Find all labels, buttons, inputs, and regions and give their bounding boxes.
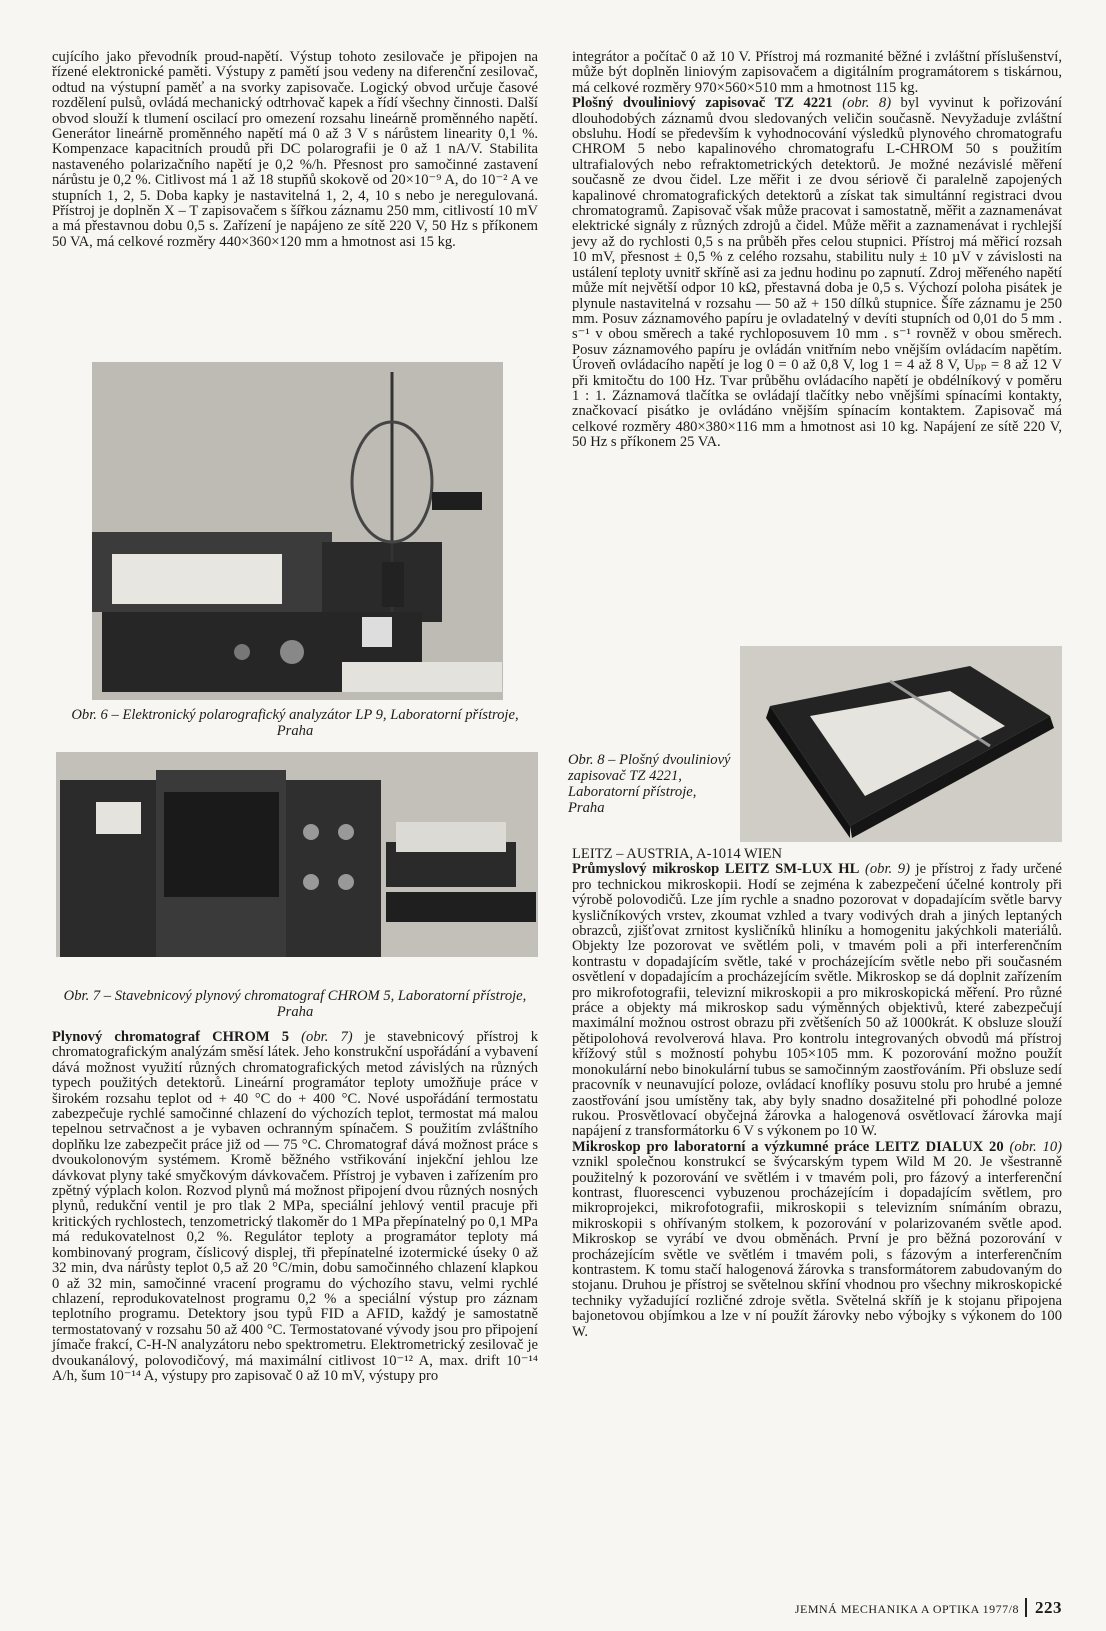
tz4221-text: byl vyvinut k pořizování dlouhodobých záznamů dvou sledovaných veličin současně. Nevyžaduje zvláštní obsluhu. Hodí se především k vyhodnocování výsledků plynového chromatografu CHROM 5 nebo kapalinového chromatografu L-CHROM 50 s použitím ultrafialových nebo refraktometrických detektorů. Je možné nezávislé měření současně ze dvou čidel. Lze měřit i ze dvou sériově či paralelně zapojených kapalinové chromatografických detektorů a získat tak simultánní registraci dvou chromatogramů. Zapisovač však může pracovat i samostatně, měřit a zaznamenávat elektrické signály z různých zdrojů a čidel. Může měřit a zaznamenávat i rychlejší jevy až do rychlosti 0,5 s na průběh přes celou stupnici. Přístroj má měřicí rozsah 10 mV, přesnost ± 0,5 % z celého rozsahu, stabilitu nuly ± 10 µV v závislosti na ustálení teploty uvnitř skříně asi za jednu hodinu po zapnutí. Zdroj měřeného napětí může mít největší odpor 10 kΩ, přestavná doba je 0,5 s. Výchozí poloha pisátek je plynule nastavitelná v rozsahu — 50 až + 150 dílků stupnice. Šíře záznamu je 250 mm. Posuv záznamového papíru je ovladatelný v devíti stupních od 0,01 do 5 mm . s⁻¹ v obou směrech a také rychloposuvem 10 mm . s⁻¹ rovněž v obou směrech. Posuv záznamového papíru je ovládán vnitřním nebo vnějším ovládacím napětím. Úroveň ovládacího napětí je log 0 = 0 až 0,8 V, log 1 = 4 až 8 V, Uₚₚ = 8 až 12 V při kmitočtu do 100 Hz. Tvar průběhu ovládacího napětí je obdélníkový v poměru 1 : 1. Záznamová tlačítka se ovládají tlačítky nebo vnějšími spínacími kontakty, značkovací pisátko je ovládáno vnějším spínacím kontaktem. Zapisovač má celkové rozměry 480×380×116 mm a hmotnost asi 10 kg. Napájení ze sítě 220 V, 50 Hz s příkonem 25 VA. [572,95,1062,451]
right-column-bottom [572,847,1062,1340]
smlux-title: Průmyslový mikroskop LEITZ SM-LUX HL [572,861,860,878]
tz4221-title: Plošný dvouliniový zapisovač TZ 4221 [572,95,833,112]
chrom5-text: je stavebnicový přístroj k chromatografickým analýzám směsí látek. Jeho konstrukční uspořádání a vybavení dává možnost využití různých chromatografických metod závislých na různých typech použitých detektorů. Lineární programátor teploty umožňuje práce v širokém rozsahu teplot od + 40 °C do + 400 °C. Nové uspořádání termostatu zabezpečuje rychlé samočinné chlazení do výchozích teplot, termostat má malou tepelnou setrvačnost a je vybaven ochranným spínačem. S použitím zvláštního doplňku lze zabezpečit práce již od — 75 °C. Chromatograf dává možnost práce s dvoukolonovým systémem. Kromě běžného vstřikování injekční jehlou lze dávkovat plyny také smyčkovým dávkovačem. Přístroj je vybaven i zařízením pro zpětný výplach kolon. Rozvod plynů má možnost připojení dvou různých nosných plynů, redukční ventil je pro tlak 2 MPa, speciální jehlový ventil pracuje při kritických rychlostech, tenzometrický tlakoměr do 1 MPa přepínatelný po 0,1 MPa má redukovatelnost 0,2 %. Regulátor teploty a programátor teploty má kombinovaný program, číslicový displej, tři přepínatelné izotermické úseky 0 až 32 min, dva nárůsty teplot 0,5 až 20 °C/min, dobu samočinného chlazení klapkou 0 až 32 min, samočinné vracení programu do výchozího stavu, velmi rychlé chlazení, reprodukovatelnost programu 0,2 % a speciální výstup pro záznam teplotního programu. Detektory jsou typů FID a AFID, každý je samostatně termostatovaný v rozsahu 50 až 400 °C. Termostatované vývody jsou pro připojení jímače frakcí, C-H-N analyzátoru nebo spektrometru. Elektrometrický zesilovač je dvoukanálový, polovodičový, má maximální citlivost 10⁻¹² A, max. drift 10⁻¹⁴ A/h, šum 10⁻¹⁴ A, výstupy pro zapisovač 0 až 10 mV, výstupy pro [52,1029,538,1384]
tz4221-paragraph [572,96,1062,450]
dialux-paragraph [572,1140,1062,1340]
smlux-text: je přístroj z řady určené pro technickou mikroskopii. Hodí se zejména k zabezpečení účelné kontroly při výrobě polovodičů. Lze jím rychle a snadno pozorovat v dopadajícím světle barvy kysličníkových vrstev, zkoumat vzhled a tvary vodivých drah a jiných leptaných obrazců, zjišťovat zrnitost kysličníků hliníku a homogenitu jakýchkoli materiálů. Objekty lze pozorovat ve světlém poli, v tmavém poli a při interferenčním kontrastu v dopadajícím světle, také v procházejícím světle nebo při současném osvětlení v dopadajícím a procházejícím světle. Mikroskop se dá doplnit zařízením pro mikrofotografii, televizní mikroskopii a pro mikroskopická měření. Pro různé práce a objekty má mikroskop sadu výměnných objektivů, které zabezpečují maximální možnou ostrost obrazu při zvětšeních 50 až 1000krát. K obsluze slouží pětipolohová revolverová hlava. Pro kontrolu integrovaných obvodů má přístroj křížový stůl s možností pohybu 105×105 mm. K pozorování možno použít monokulární nebo binokulární tubus se samočinným zaostřováním. Při obsluze sedí pracovník v neunavující poloze, ovládací knoflíky posuvu stolu pro hrubé a jemné zaostřování jsou umístěny tak, aby byly snadno dosažitelné při pohodlné poloze rukou. Prosvětlovací obyčejná žárovka a halogenová osvětlovací žárovka mají napájení z transformátorku 6 V s výkonem po 10 W. [572,861,1062,1140]
page-footer [740,1598,1062,1618]
polarograph-paragraph: cujícího jako převodník proud-napětí. Výstup tohoto zesilovače je připojen na řízené elektronické paměti. Výstupy z pamětí jsou vedeny na diferenční zesilovač, odtud na výstupní paměť a na svorky zapisovače. Logický obvod určuje časové rozdělení pulsů, ovládá mechanický odtrhovač kapek a řídí všechny činnosti. Další obvod slouží k tlumení oscilací pro omezení rozsahu lineárně proměnného napětí. Generátor lineárně proměnného napětí má 0 až 3 V s nárůstem linearity 0,1 %. Kompenzace kapacitních proudů při DC polarografii je 0 až 1 nA/V. Stabilita nastaveného polarizačního napětí je 0,2 %/h. Přesnost pro samočinné zastavení nárůstu je 0,2 %. Citlivost má 1 až 18 stupňů skokově od 20×10⁻⁹ A, do 10⁻² A ve stupních 1, 2, 5. Doba kapky je nastavitelná 1, 2, 4, 10 s nebo je neregulovaná. Přístroj je doplněn X – T zapisovačem s šířkou záznamu 250 mm, citlivostí 10 mV a má přestavnou dobu 0,5 s. Zařízení je napájeno ze sítě 220 V, 50 Hz s příkonem 50 VA, má celkové rozměry 440×360×120 mm a hmotnost asi 15 kg. [52,49,538,250]
figure-7-caption: Obr. 7 – Stavebnicový plynový chromatograf CHROM 5, Laboratorní přístroje, Praha [63,988,527,1020]
chrom5-figure-ref: (obr. 7) [289,1029,353,1045]
right-column-top [572,50,1062,451]
page-number: 223 [1025,1598,1062,1617]
chrom5-title: Plynový chromatograf CHROM 5 [52,1029,290,1045]
smlux-paragraph [572,862,1062,1139]
figure-8-photo [740,646,1062,842]
figure-6-photo [92,362,503,700]
figure-7-photo [56,752,538,957]
left-column-bottom [52,1030,538,1384]
tz4221-figure-ref: (obr. 8) [832,95,892,112]
dialux-text: vznikl společnou konstrukcí se švýcarským typem Wild M 20. Je všestranně použitelný k pozorování ve světlém i v tmavém poli, pro fázový a interferenční kontrast, fluorescenci vybuzenou procházejícím i dopadajícím světlem, pro mikroprojekci, mikrofotografii, mikroskopii s televizním snímáním obrazu, mikroskopii s ohřívaným stolkem, k pozorování v polarizovaném světle apod. Mikroskop se vyrábí ve dvou obměnách. První je pro běžná pozorování v procházejícím světle ve světlém i tmavém poli, s fázovým a interferenčním kontrastem. K tomu stačí halogenová žárovka s transformátorem zabudovaným do stojanu. Druhou je přístroj se světelnou skříní vhodnou pro všechny mikroskopické techniky vyžadující rozličné zdroje světla. Světelná skříň je k stojanu připojena bajonetovou objímkou a lze v ní použít žárovky nebo výbojky s výkonem do 100 W. [572,1154,1062,1340]
leitz-heading: LEITZ – AUSTRIA, A-1014 WIEN [572,846,783,862]
figure-8-caption: Obr. 8 – Plošný dvouliniový zapisovač TZ 4221, Laboratorní přístroje, Praha [568,752,731,816]
dialux-figure-ref: (obr. 10) [1009,1138,1062,1155]
figure-6-caption: Obr. 6 – Elektronický polarografický analyzátor LP 9, Laboratorní přístroje, Praha [71,707,519,739]
chrom5-continuation: integrátor a počítač 0 až 10 V. Přístroj má rozmanité běžné i zvláštní příslušenství, může být doplněn liniovým zapisovačem a digitálním programátorem s tiskárnou, má celkové rozměry 970×560×510 mm a hmotnost 115 kg. [572,49,1062,96]
journal-name: JEMNÁ MECHANIKA A OPTIKA 1977/8 [794,1602,1019,1616]
smlux-figure-ref: (obr. 9) [859,861,910,878]
dialux-title: Mikroskop pro laboratorní a výzkumné práce LEITZ DIALUX 20 [572,1138,1004,1155]
chrom5-paragraph [52,1030,538,1384]
left-column-top [52,50,538,250]
